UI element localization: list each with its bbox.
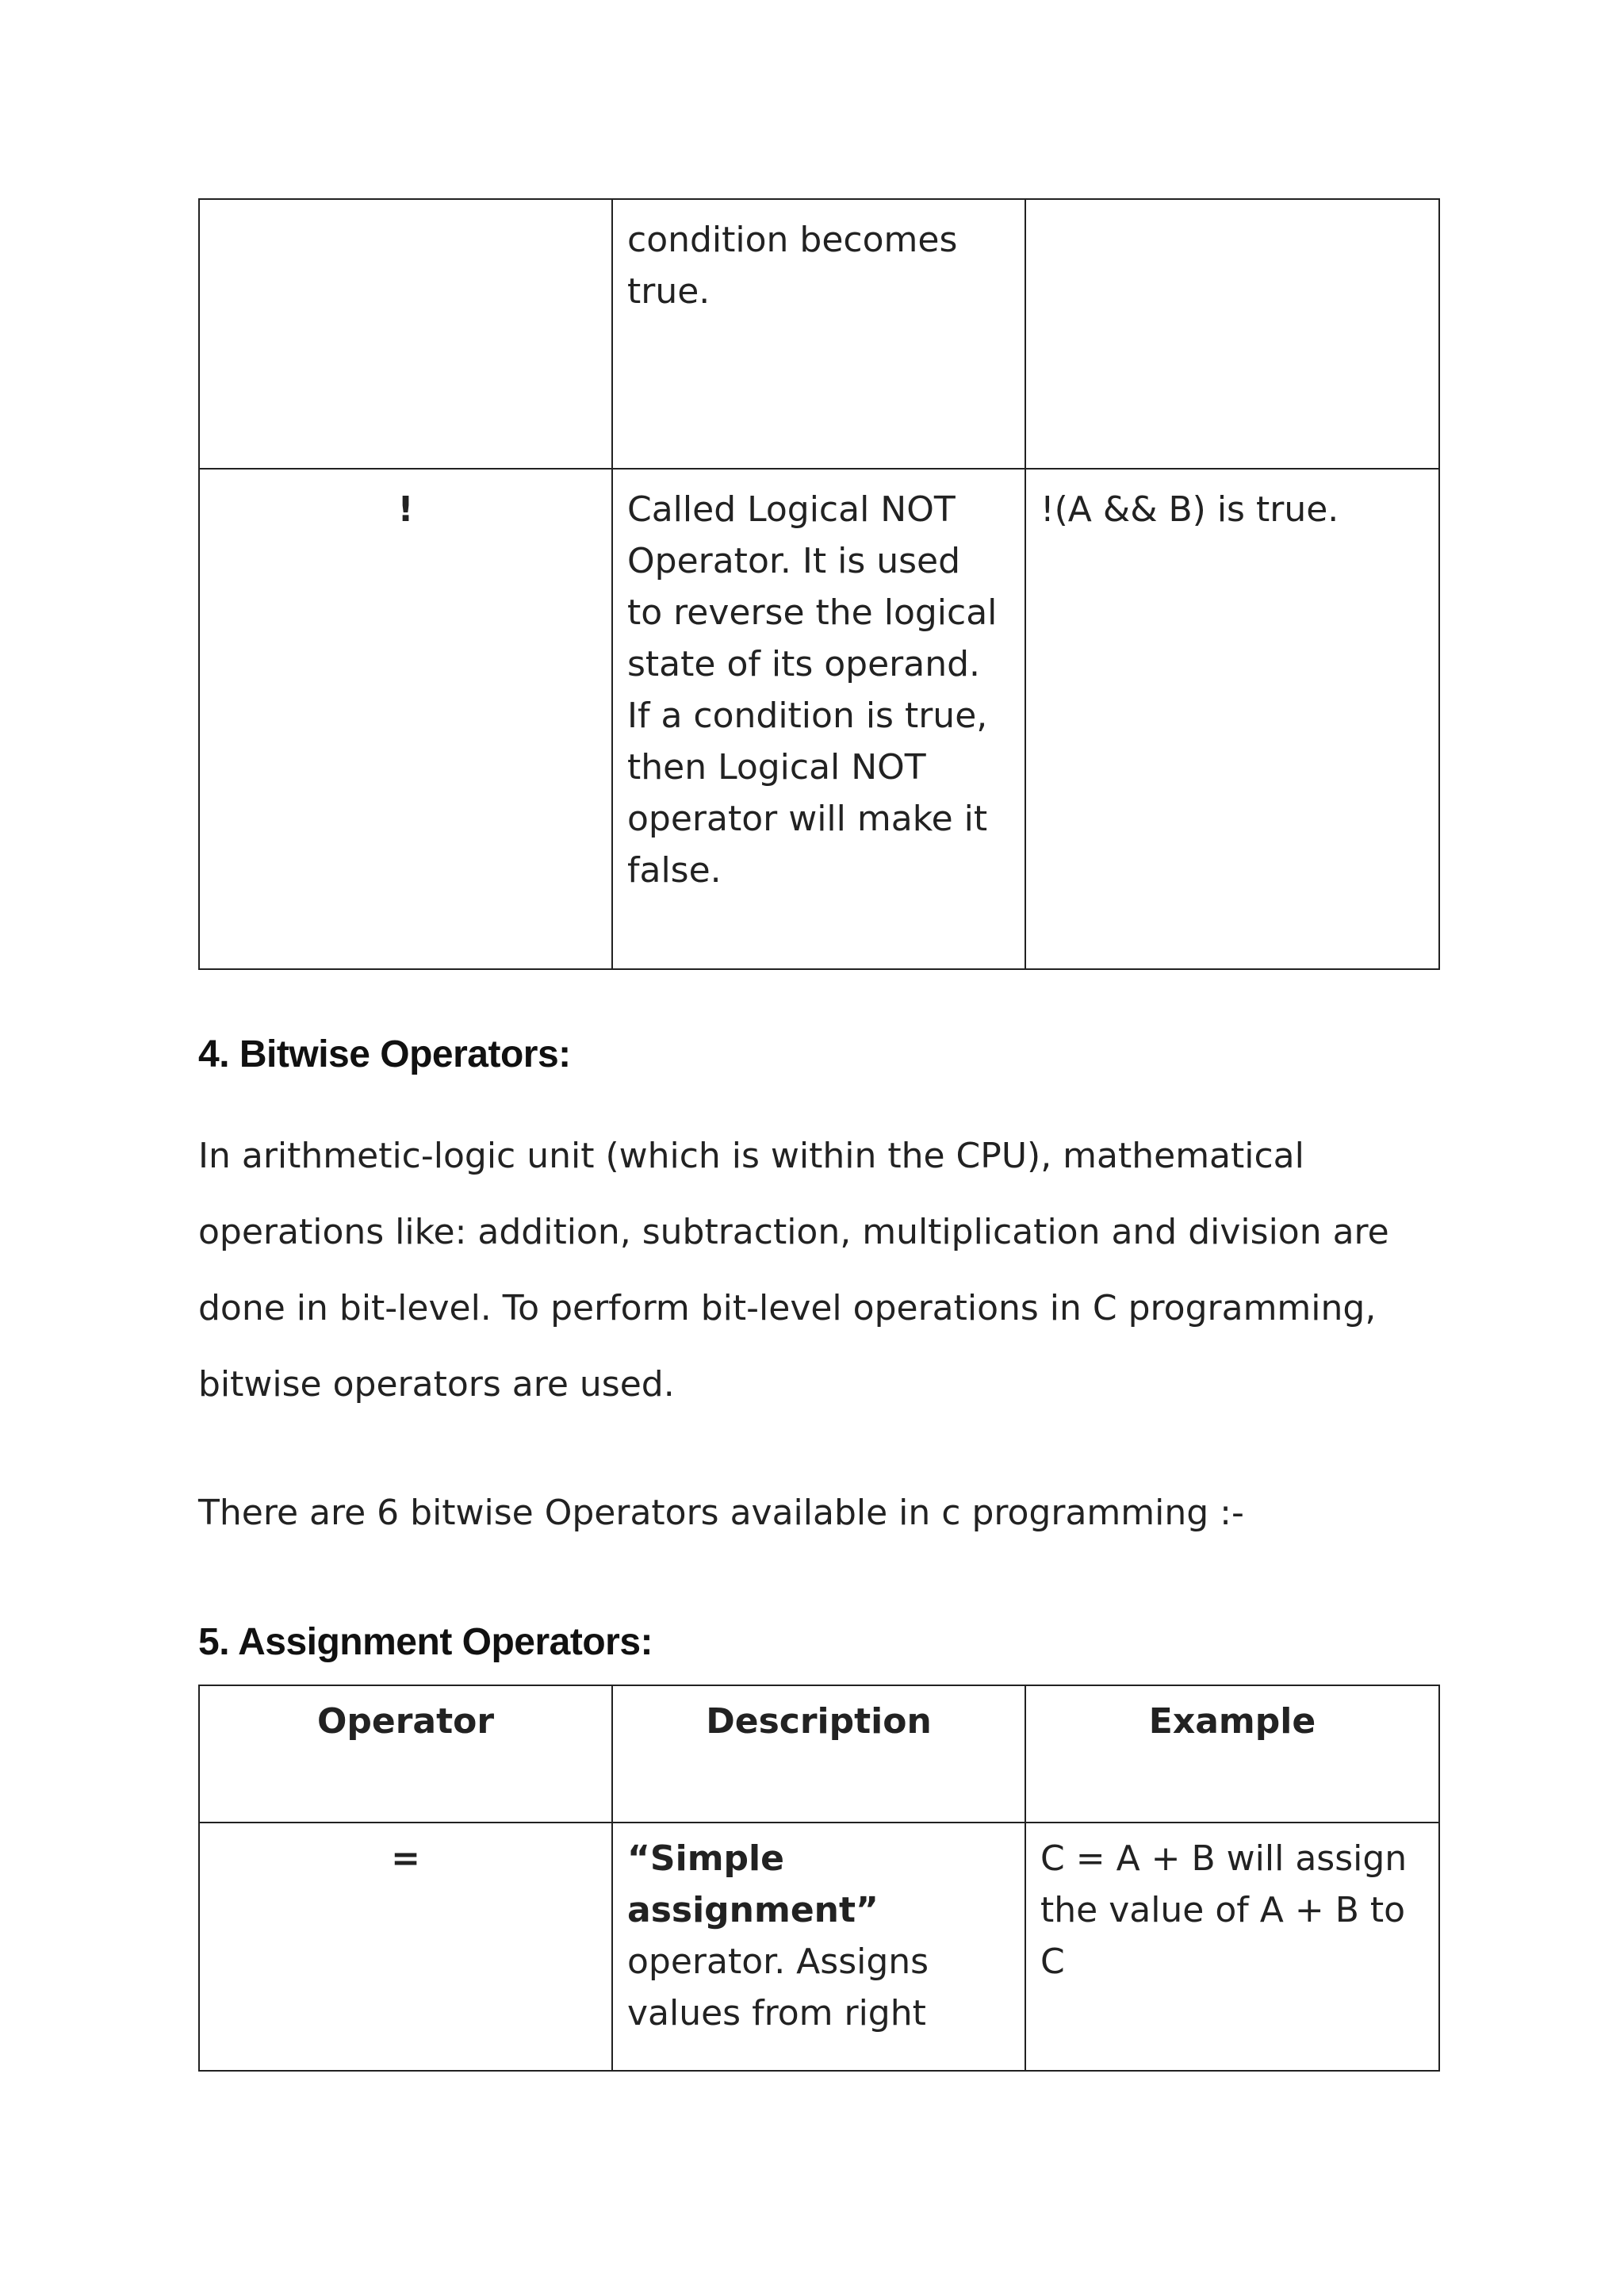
paragraph-line: bitwise operators are used. bbox=[198, 1364, 675, 1405]
operator-cell bbox=[199, 199, 612, 469]
paragraph-line: In arithmetic-logic unit (which is within the CPU), mathematical bbox=[198, 1136, 1304, 1176]
description-cell bbox=[612, 199, 1025, 469]
example-cell: !(A && B) is true. bbox=[1025, 469, 1439, 969]
description-line: Called Logical NOT bbox=[627, 489, 956, 530]
section-heading-bitwise: 4. Bitwise Operators: bbox=[198, 1033, 571, 1075]
bitwise-note bbox=[198, 1475, 1467, 1551]
description-line: operator will make it bbox=[627, 799, 988, 839]
operator-cell: = bbox=[199, 1823, 612, 2071]
description-line: operator. Assigns bbox=[627, 1941, 929, 1982]
operator-cell: ! bbox=[199, 469, 612, 969]
note-text: There are 6 bitwise Operators available in c programming :- bbox=[198, 1493, 1244, 1533]
example-cell bbox=[1025, 1823, 1439, 2071]
logical-operators-table-continued bbox=[198, 198, 1440, 970]
header-operator: Operator bbox=[199, 1685, 612, 1823]
bitwise-paragraph bbox=[198, 1118, 1467, 1423]
paragraph-line: done in bit-level. To perform bit-level operations in C programming, bbox=[198, 1288, 1377, 1328]
description-cell bbox=[612, 469, 1025, 969]
table-row bbox=[199, 469, 1439, 969]
example-line: C bbox=[1040, 1941, 1065, 1982]
description-line: If a condition is true, bbox=[627, 696, 988, 736]
header-description: Description bbox=[612, 1685, 1025, 1823]
example-cell bbox=[1025, 199, 1439, 469]
table-row bbox=[199, 199, 1439, 469]
description-line: “Simple bbox=[627, 1838, 784, 1879]
description-line: false. bbox=[627, 850, 722, 891]
description-line: Operator. It is used bbox=[627, 541, 961, 581]
description-line: to reverse the logical bbox=[627, 592, 998, 633]
description-line: values from right bbox=[627, 1993, 926, 2033]
paragraph-line: operations like: addition, subtraction, multiplication and division are bbox=[198, 1212, 1389, 1252]
description-line: assignment” bbox=[627, 1890, 879, 1930]
example-line: C = A + B will assign bbox=[1040, 1838, 1408, 1879]
description-cell bbox=[612, 1823, 1025, 2071]
table-header-row bbox=[199, 1685, 1439, 1823]
example-line: the value of A + B to bbox=[1040, 1890, 1406, 1930]
table-row bbox=[199, 1823, 1439, 2071]
description-line: true. bbox=[627, 271, 710, 312]
header-example: Example bbox=[1025, 1685, 1439, 1823]
description-line: then Logical NOT bbox=[627, 747, 926, 788]
assignment-operators-table bbox=[198, 1685, 1440, 2072]
section-heading-assignment: 5. Assignment Operators: bbox=[198, 1621, 653, 1663]
description-line: condition becomes bbox=[627, 220, 958, 260]
description-line: state of its operand. bbox=[627, 644, 981, 684]
